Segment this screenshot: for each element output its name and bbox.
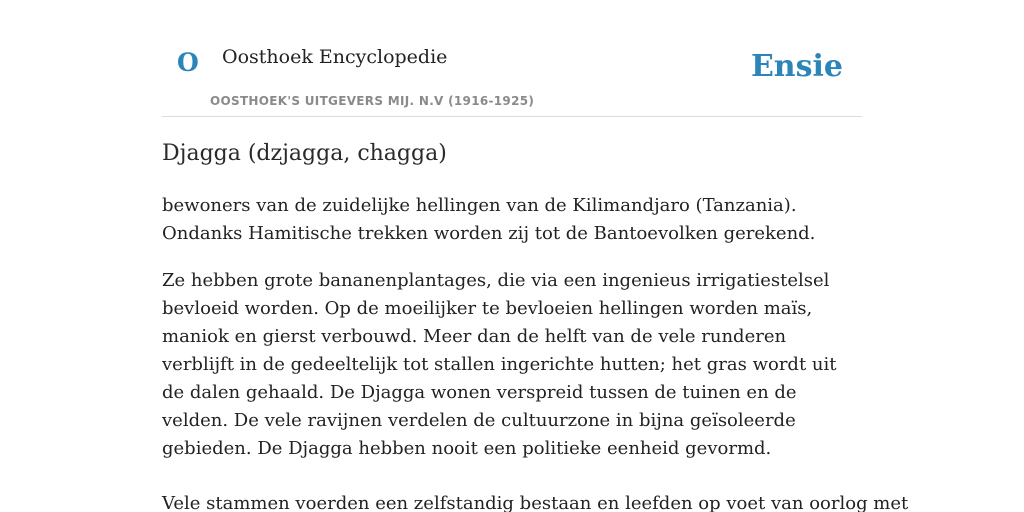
entry-paragraph: bewoners van de zuidelijke hellingen van de Kilimandjaro (Tanzania). Ondanks Hamitische trekken worden zij tot de Bantoevolken gerekend. [162,195,816,244]
book-header [162,0,862,117]
book-title-link[interactable]: Oosthoek Encyclopedie [222,46,448,68]
entry-paragraph: Vele stammen voerden een zelfstandig bestaan en leefden op voet van oorlog met [162,493,909,512]
entry-paragraph: Ze hebben grote bananenplantages, die via een ingenieus irrigatiestelsel bevloeid worden. Op de moeilijker te bevloeien hellingen worden maïs, maniok en gierst verbouwd. Meer dan de helft van de vele runderen verblijft in de gedeeltelijk tot stallen ingerichte hutten; het gras wordt uit de dalen gehaald. De Djagga wonen verspreid tussen de tuinen en de velden. De vele ravijnen verdelen de cultuurzone in bijna geïsoleerde gebieden. De Djagga hebben nooit een politieke eenheid gevormd. [162,270,837,459]
book-publisher-subtitle: OOSTHOEK'S UITGEVERS MIJ. N.V (1916-1925) [210,94,535,108]
ensie-brand-logo[interactable]: Ensie [750,49,843,84]
book-logo-letter[interactable]: O [177,48,199,77]
entry-title: Djagga (dzjagga, chagga) [162,141,447,166]
content-column [162,0,909,512]
